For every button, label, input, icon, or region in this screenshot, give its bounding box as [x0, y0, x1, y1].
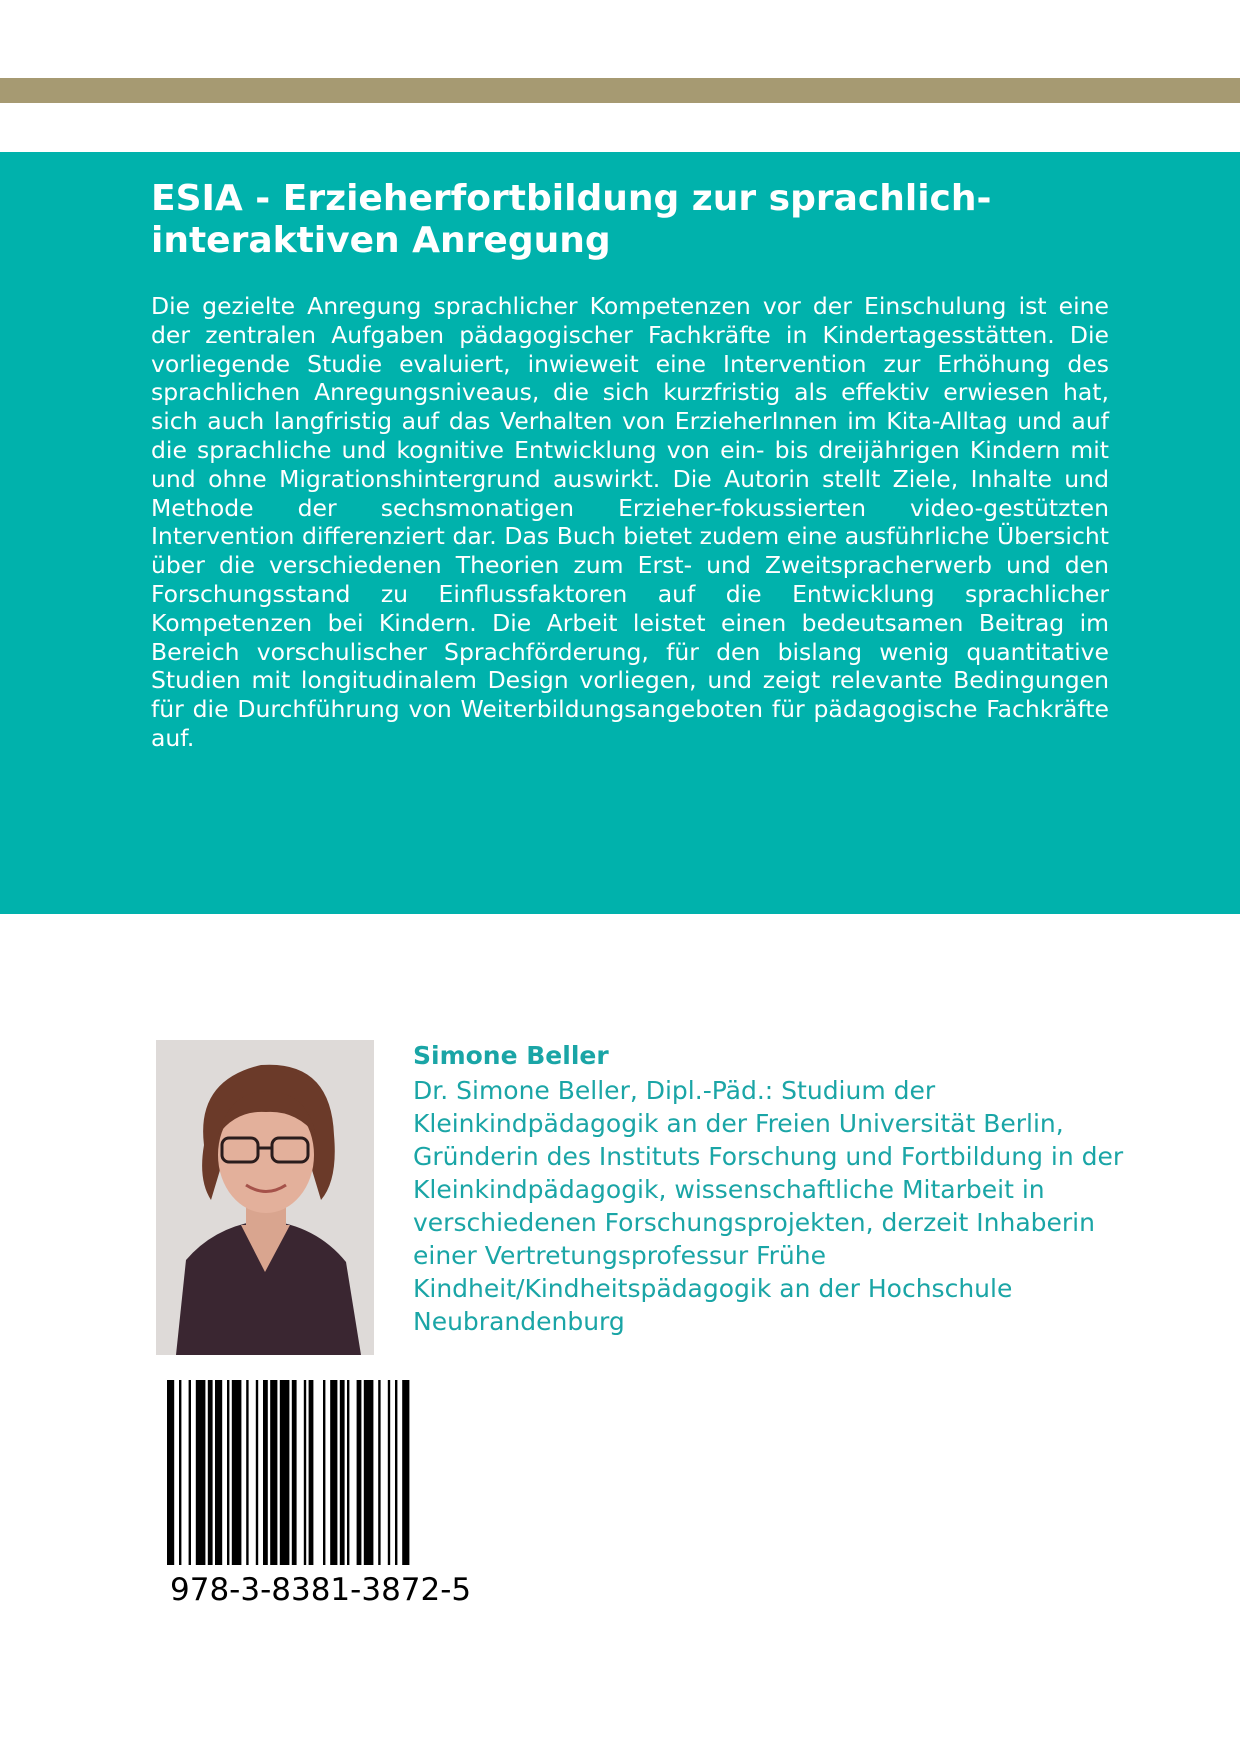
- barcode-bar: [280, 1380, 290, 1565]
- barcode-bar: [323, 1380, 325, 1565]
- barcode-bar: [246, 1380, 248, 1565]
- barcode-bar: [340, 1380, 345, 1565]
- barcode-bar: [179, 1380, 181, 1565]
- top-stripe: [0, 78, 1240, 103]
- barcode-bar: [215, 1380, 222, 1565]
- isbn-barcode: [167, 1380, 519, 1565]
- author-photo: [156, 1040, 374, 1355]
- barcode-bar: [167, 1380, 174, 1565]
- barcode-bar: [232, 1380, 242, 1565]
- barcode-bar: [196, 1380, 206, 1565]
- barcode-bar: [309, 1380, 314, 1565]
- barcode-bar: [304, 1380, 306, 1565]
- barcode-bar: [357, 1380, 362, 1565]
- barcode-bar: [227, 1380, 229, 1565]
- barcode-bar: [388, 1380, 390, 1565]
- portrait-image: [156, 1040, 374, 1355]
- barcode-bar: [256, 1380, 258, 1565]
- author-bio: Dr. Simone Beller, Dipl.-Päd.: Studium der Kleinkindpädagogik an der Freien Universität Berlin, Gründerin des Instituts Forschung und Fortbildung in der Kleinkindpädagogik, wissenschaftliche Mitarbeit in verschiedenen Forschungsprojekten, derzeit Inhaberin einer Vertretungsprofessur Frühe Kindheit/Kindheitspädagogik an der Hochschule Neubrandenburg: [413, 1076, 1124, 1336]
- barcode-bar: [364, 1380, 374, 1565]
- barcode-bar: [347, 1380, 349, 1565]
- barcode-bar: [208, 1380, 213, 1565]
- barcode-bar: [263, 1380, 268, 1565]
- barcode-bar: [189, 1380, 191, 1565]
- barcode-bar: [292, 1380, 297, 1565]
- barcode-bar: [330, 1380, 337, 1565]
- barcode-bar: [395, 1380, 397, 1565]
- author-name: Simone Beller: [413, 1041, 609, 1070]
- book-title: ESIA - Erzieherfortbildung zur sprachlich-interaktiven Anregung: [151, 178, 992, 261]
- book-description: Die gezielte Anregung sprachlicher Kompetenzen vor der Einschulung ist eine der zentralen Aufgaben pädagogischer Fachkräfte in Kindertagesstätten. Die vorliegende Studie evaluiert, inwieweit eine Intervention zur Erhöhung des sprachlichen Anregungsniveaus, die sich kurzfristig als effektiv erwiesen hat, sich auch langfristig auf das Verhalten von ErzieherInnen im Kita-Alltag und auf die sprachliche und kognitive Entwicklung von ein- bis dreijährigen Kindern mit und ohne Migrationshintergrund auswirkt. Die Autorin stellt Ziele, Inhalte und Methode der sechsmonatigen Erzieher-fokussierten video-gestützten Intervention differenziert dar. Das Buch bietet zudem eine ausführliche Übersicht über die verschiedenen Theorien zum Erst- und Zweitspracherwerb und den Forschungsstand zu Einflussfaktoren auf die Entwicklung sprachlicher Kompetenzen bei Kindern. Die Arbeit leistet einen bedeutsamen Beitrag im Bereich vorschulischer Sprachförderung, für den bislang wenig quantitative Studien mit longitudinalem Design vorliegen, und zeigt relevante Bedingungen für die Durchführung von Weiterbildungsangeboten für pädagogische Fachkräfte auf.: [151, 292, 1109, 752]
- isbn-number: 978-3-8381-3872-5: [170, 1572, 472, 1608]
- barcode-bar: [378, 1380, 380, 1565]
- barcode-bar: [270, 1380, 277, 1565]
- barcode-bar: [402, 1380, 409, 1565]
